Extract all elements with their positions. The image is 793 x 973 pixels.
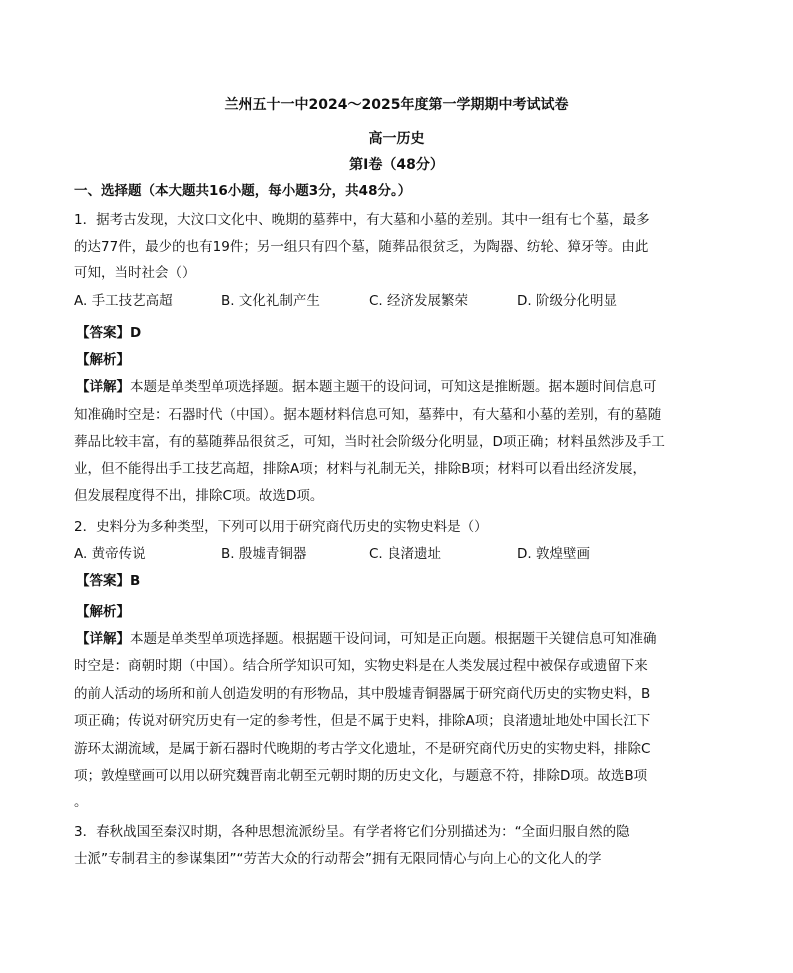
q2-detail-line: 。 (74, 794, 88, 810)
q2-detail-line: 时空是：商朝时期（中国）。结合所学知识可知，实物史料是在人类发展过程中被保存或遗留下来 (74, 658, 648, 674)
q2-detail-line: 的前人活动的场所和前人创造发明的有形物品，其中殷墟青铜器属于研究商代历史的实物史料，B (74, 686, 651, 702)
answer-label: 【答案】 (76, 573, 130, 589)
q1-stem-line: 可知，当时社会（） (74, 265, 196, 281)
q1-detail-line (76, 378, 736, 396)
q1-stem-line: 的达77件，最少的也有19件；另一组只有四个墓，随葬品很贫乏，为陶器、纺轮、獐牙等。由此 (74, 239, 649, 255)
q1-answer (76, 324, 141, 342)
detail-label: 【详解】 (76, 379, 130, 395)
q1-option-c: C. 经济发展繁荣 (369, 293, 469, 309)
q1-detail-line: 业，但不能得出手工技艺高超，排除A项；材料与礼制无关，排除B项；材料可以看出经济发展， (74, 461, 646, 477)
q3-stem-line: 3．春秋战国至秦汉时期，各种思想流派纷呈。有学者将它们分别描述为：“全面归服自然的隐 (74, 824, 630, 840)
q2-option-b: B. 殷墟青铜器 (221, 546, 307, 562)
detail-text: 本题是单类型单项选择题。根据题干设问词，可知是正向题。根据题干关键信息可知准确 (130, 631, 657, 647)
q1-detail-line: 葬品比较丰富，有的墓随葬品很贫乏，可知，当时社会阶级分化明显，D项正确；材料虽然涉及手工 (74, 434, 665, 450)
analysis-label: 【解析】 (76, 352, 130, 368)
exam-subject: 高一历史 (368, 131, 425, 147)
q2-option-c: C. 良渚遗址 (369, 546, 442, 562)
q1-option-d: D. 阶级分化明显 (517, 293, 617, 309)
q2-option-a: A. 黄帝传说 (74, 546, 146, 562)
q2-detail-line: 游环太湖流域，是属于新石器时代晚期的考古学文化遗址，不是研究商代历史的实物史料，排除C (74, 741, 651, 757)
section-instruction: 一、选择题（本大题共16小题，每小题3分，共48分。） (74, 183, 412, 199)
answer-value: D (130, 325, 142, 341)
detail-label: 【详解】 (76, 631, 130, 647)
q1-detail-line: 但发展程度得不出，排除C项。故选D项。 (74, 488, 324, 504)
q1-option-b: B. 文化礼制产生 (221, 293, 320, 309)
q2-options (74, 545, 734, 563)
q1-detail-line: 知准确时空是：石器时代（中国）。据本题材料信息可知，墓葬中，有大墓和小墓的差别，有的墓随 (74, 407, 662, 423)
section-heading: 第Ⅰ卷（48分） (349, 157, 444, 173)
q2-analysis-label (76, 603, 130, 621)
q3-stem-line: 士派”专制君主的参谋集团”“劳苦大众的行动帮会”拥有无限同情心与向上心的文化人的学 (74, 851, 602, 867)
q2-answer (76, 572, 140, 590)
detail-text: 本题是单类型单项选择题。据本题主题干的设问词，可知这是推断题。据本题时间信息可 (130, 379, 657, 395)
q2-option-d: D. 敦煌壁画 (517, 546, 590, 562)
q2-detail-line: 项正确；传说对研究历史有一定的参考性，但是不属于史料，排除A项；良渚遗址地处中国长江下 (74, 713, 651, 729)
q2-stem-line: 2．史料分为多种类型，下列可以用于研究商代历史的实物史料是（） (74, 519, 488, 535)
answer-label: 【答案】 (76, 325, 130, 341)
q1-option-a: A. 手工技艺高超 (74, 293, 173, 309)
q2-detail-line (76, 630, 736, 648)
q2-detail-line: 项；敦煌壁画可以用以研究魏晋南北朝至元朝时期的历史文化，与题意不符，排除D项。故选B项 (74, 768, 648, 784)
analysis-label: 【解析】 (76, 604, 130, 620)
exam-title: 兰州五十一中2024～2025年度第一学期期中考试试卷 (224, 97, 569, 113)
q1-options (74, 292, 734, 310)
q1-analysis-label (76, 351, 130, 369)
q1-stem-line: 1．据考古发现，大汶口文化中、晚期的墓葬中，有大墓和小墓的差别。其中一组有七个墓，最多 (74, 212, 650, 228)
answer-value: B (130, 573, 141, 589)
